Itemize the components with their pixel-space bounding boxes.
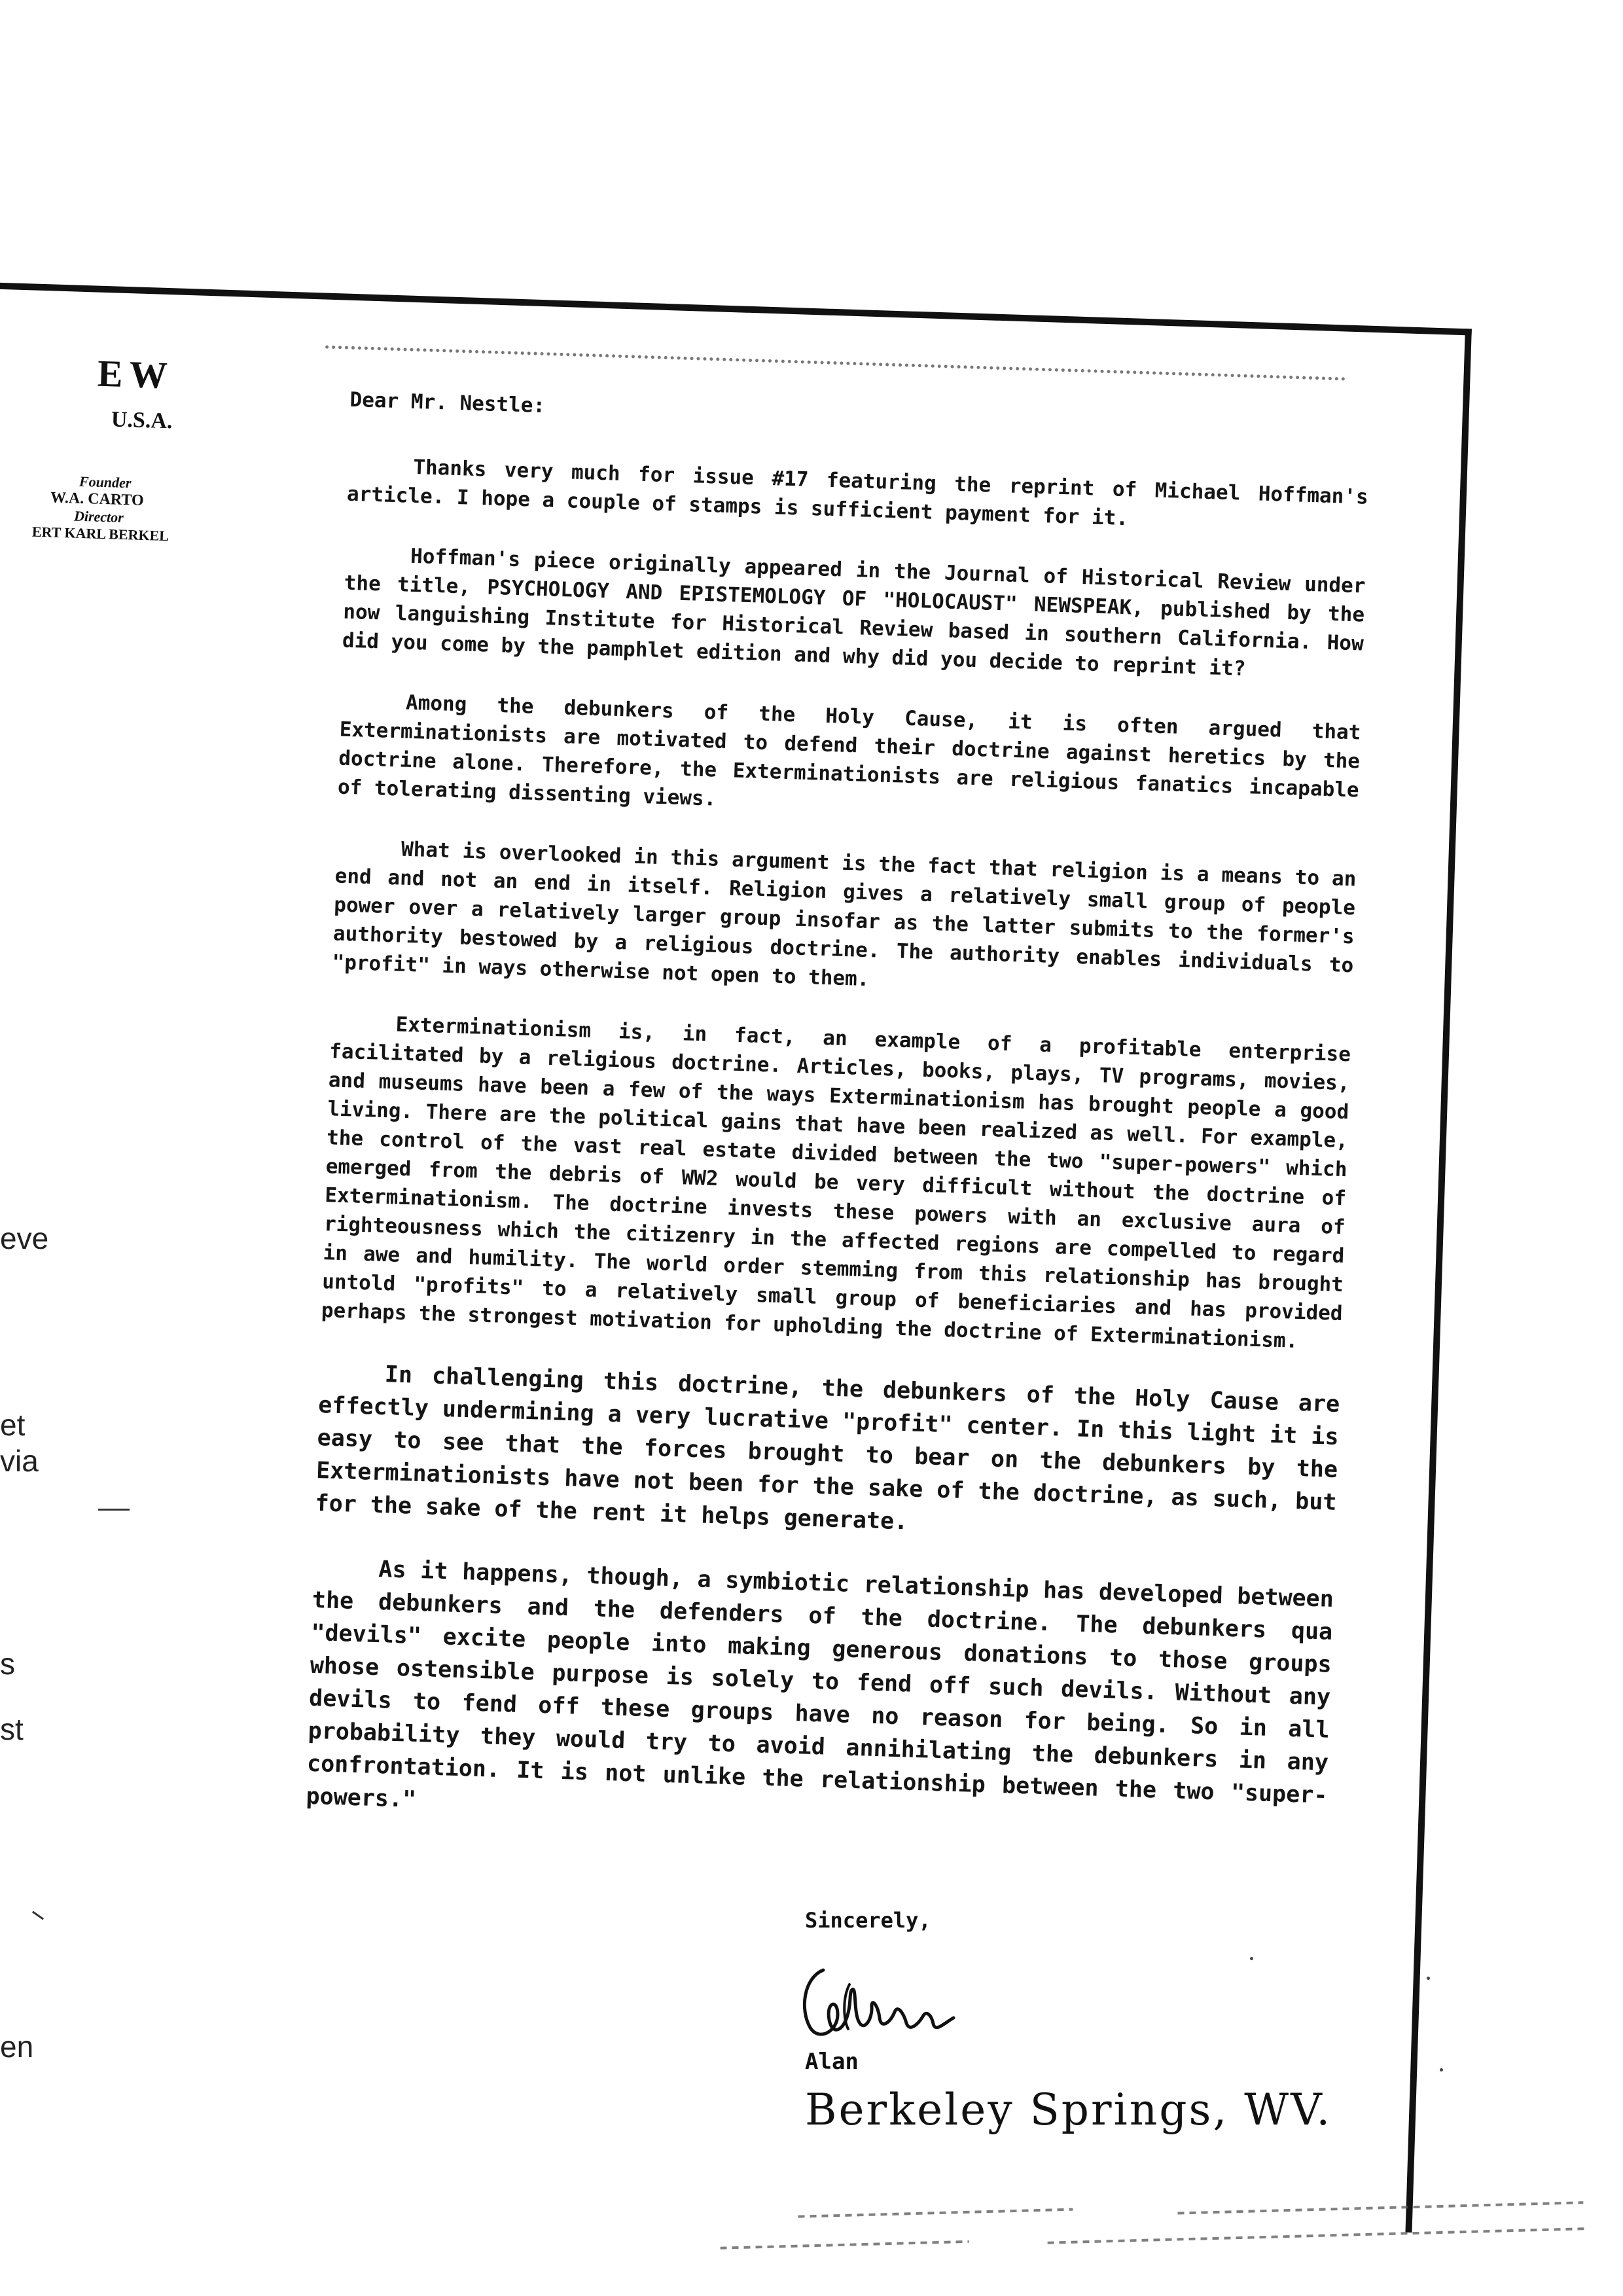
left-fragment-1: eve bbox=[0, 1221, 49, 1255]
handwritten-signature bbox=[792, 1950, 969, 2049]
signer-name: Alan bbox=[805, 2049, 859, 2075]
location-stamp: Berkeley Springs, WV. bbox=[805, 2085, 1332, 2135]
founder-role: Founder bbox=[79, 473, 132, 492]
margin-dash-mark bbox=[98, 1509, 130, 1511]
paragraph-5: Exterminationism is, in fact, an example of a profitable enterprise facilitated by a religious doctrine. Articles, books, plays, TV programs, movies, and museums have been a few of the ways Exterminationism has brought people a good living. There are the political gains that have been realized as well. For example, the control of the vast real estate divided between the two "super-powers" which emerged from the debris of WW2 would be very difficult without the doctrine of Exterminationism. The doctrine invests these powers with an exclusive aura of righteousness which the citizenry in the affected regions are compelled to regard in awe and humility. The world order stemming from this relationship has brought untold "profits" to a relatively small group of beneficiaries and has provided perhaps the strongest motivation for upholding the doctrine of Exterminationism. bbox=[321, 1013, 1351, 1353]
letterhead-logo-fragment: EW bbox=[96, 351, 175, 397]
left-fragment-3: via bbox=[0, 1444, 39, 1478]
noise-line-4 bbox=[1048, 2227, 1584, 2244]
noise-line-2 bbox=[1177, 2201, 1583, 2214]
left-margin-fragments bbox=[0, 0, 85, 2296]
left-fragment-6: en bbox=[0, 2030, 34, 2064]
paragraph-4: What is overlooked in this argument is the fact that religion is a means to an end and not an end in itself. Religion gives a relatively small group of people power over a relatively larger group insofar as the latter submits to the former's authority bestowed by a religious doctrine. The authority enables individuals to "profit" in ways otherwise not open to them. bbox=[332, 837, 1357, 992]
paragraph-7: As it happens, though, a symbiotic relationship has developed between the debunkers and the defenders of the doctrine. The debunkers qua "devils" excite people into making generous donations to those groups whose ostensible purpose is solely to fend off such devils. Without any devils to fend off these groups have no reason for being. So in all probability they would try to avoid annihilating the debunkers in any confrontation. It is not unlike the relationship between the two "super-powers." bbox=[305, 1556, 1334, 1813]
top-dotted-rule bbox=[325, 346, 1346, 381]
salutation: Dear Mr. Nestle: bbox=[349, 387, 546, 418]
letterhead-country: U.S.A. bbox=[111, 407, 173, 434]
paper-speck bbox=[1250, 1957, 1253, 1960]
paper-speck bbox=[1440, 2068, 1443, 2072]
noise-line-1 bbox=[798, 2208, 1073, 2218]
left-fragment-2: et bbox=[0, 1408, 26, 1442]
left-fragment-4: s bbox=[0, 1647, 15, 1681]
letter-body bbox=[304, 386, 1370, 1876]
paragraph-3: Among the debunkers of the Holy Cause, it is often argued that Exterminationists are motivated to defend their doctrine against heretics by the doctrine alone. Therefore, the Exterminationists are religious fanatics incapable of tolerating dissenting views. bbox=[337, 691, 1361, 811]
paragraph-2: Hoffman's piece originally appeared in the Journal of Historical Review under the title, PSYCHOLOGY AND EPISTEMOLOGY OF "HOLOCAUST" NEWSPEAK, published by the now languishing Institute for Historical Review based in southern California. How did you come by the pamphlet edition and why did you decide to reprint it? bbox=[342, 544, 1366, 681]
director-name: ERT KARL BERKEL bbox=[31, 523, 169, 545]
paper-speck bbox=[1427, 1977, 1430, 1980]
founder-name: W.A. CARTO bbox=[50, 489, 145, 509]
letter-sheet bbox=[0, 281, 1472, 2233]
paragraph-6: In challenging this doctrine, the debunkers of the Holy Cause are effectly undermining a very lucrative "profit" center. In this light it is easy to see that the forces brought to bear on the debunkers by the Exterminationists have not been for the sake of the doctrine, as such, but for the sake of the rent it helps generate. bbox=[314, 1361, 1340, 1535]
director-role: Director bbox=[73, 507, 124, 526]
noise-line-3 bbox=[721, 2240, 969, 2250]
paragraph-1: Thanks very much for issue #17 featuring the reprint of Michael Hoffman's article. I hope a couple of stamps is sufficient payment for it. bbox=[346, 455, 1369, 531]
closing: Sincerely, bbox=[805, 1908, 931, 1933]
left-fragment-5: st bbox=[0, 1712, 24, 1746]
